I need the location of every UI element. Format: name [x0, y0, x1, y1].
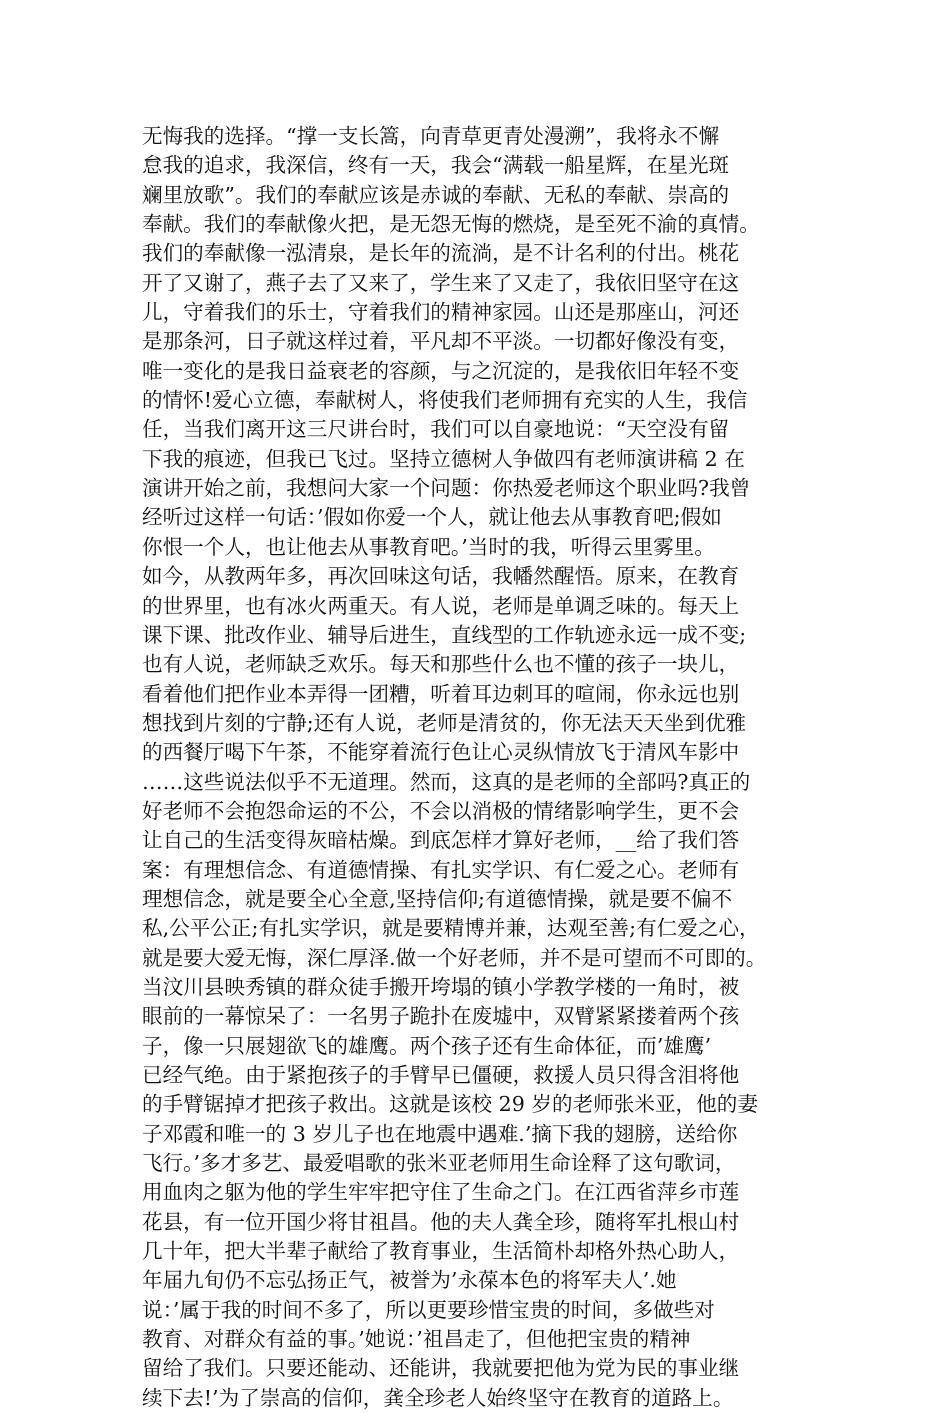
body-paragraph: 无悔我的选择。“撑一支长篙，向青草更青处漫溯”，我将永不懈 怠我的追求，我深信，终有一天，我会“满载一船星辉，在星光斑 斓里放歌”。我们的奉献应该是赤诚的奉献、无私的奉献、崇高的 奉献。我们的奉献像火把，是无怨无悔的燃烧，是至死不渝的真情。 我们的奉献像一泓清泉，是长年的流淌，是不计名利的付出。桃花 开了又谢了，燕子去了又来了，学生来了又走了，我依旧坚守在这 儿，守着我们的乐士，守着我们的精神家园。山还是那座山，河还 是那条河，日子就这样过着，平凡却不平淡。一切都好像没有变， 唯一变化的是我日益衰老的容颜，与之沉淀的，是我依旧年轻不变 的情怀!爱心立德，奉献树人，将使我们老师拥有充实的人生，我信 任，当我们离开这三尺讲台时，我们可以自豪地说：“天空没有留 下我的痕迹，但我已飞过。坚持立德树人争做四有老师演讲稿 2 在 演讲开始之前，我想问大家一个问题：你热爱老师这个职业吗?我曾 经听过这样一句话：’假如你爱一个人，就让他去从事教育吧;假如 你恨一个人，也让他去从事教育吧。’当时的我，听得云里雾里。 如今，从教两年多，再次回味这句话，我幡然醒悟。原来，在教育 的世界里，也有冰火两重天。有人说，老师是单调乏味的。每天上 课下课、批改作业、辅导后进生，直线型的工作轨迹永远一成不变; 也有人说，老师缺乏欢乐。每天和那些什么也不懂的孩子一块儿， 看着他们把作业本弄得一团糟，听着耳边刺耳的喧闹，你永远也别 想找到片刻的宁静;还有人说，老师是清贫的，你无法天天坐到优雅 的西餐厅喝下午茶，不能穿着流行色让心灵纵情放飞于清风车影中 ……这些说法似乎不无道理。然而，这真的是老师的全部吗?真正的 好老师不会抱怨命运的不公，不会以消极的情绪影响学生，更不会 让自己的生活变得灰暗枯燥。到底怎样才算好老师，__给了我们答 案：有理想信念、有道德情操、有扎实学识、有仁爱之心。老师有 理想信念，就是要全心全意,坚持信仰;有道德情操，就是要不偏不 私,公平公正;有扎实学识，就是要精博并兼，达观至善;有仁爱之心， 就是要大爱无悔，深仁厚泽.做一个好老师，并不是可望而不可即的。 当汶川县映秀镇的群众徒手搬开垮塌的镇小学教学楼的一角时，被 眼前的一幕惊呆了：一名男子跪扑在废墟中，双臂紧紧搂着两个孩 子，像一只展翅欲飞的雄鹰。两个孩子还有生命体征，而’雄鹰’ 已经气绝。由于紧抱孩子的手臂早已僵硬，救援人员只得含泪将他 的手臂锯掉才把孩子救出。这就是该校 29 岁的老师张米亚，他的妻 子邓霞和唯一的 3 岁儿子也在地震中遇难.’摘下我的翅膀，送给你 飞行。’多才多艺、最爱唱歌的张米亚老师用生命诠释了这句歌词， 用血肉之躯为他的学生牢牢把守住了生命之门。在江西省萍乡市莲 花县，有一位开国少将甘祖昌。他的夫人龚全珍，随将军扎根山村 几十年，把大半辈子献给了教育事业，生活简朴却格外热心助人， 年届九旬仍不忘弘扬正气，被誉为’永葆本色的将军夫人’.她 说：’属于我的时间不多了，所以更要珍惜宝贵的时间，多做些对 教育、对群众有益的事。’她说：’祖昌走了，但他把宝贵的精神 留给了我们。只要还能动、还能讲，我就要把他为党为民的事业继 续下去!’为了崇高的信仰，龚全珍老人始终坚守在教育的道路上。	[142, 124, 767, 1410]
